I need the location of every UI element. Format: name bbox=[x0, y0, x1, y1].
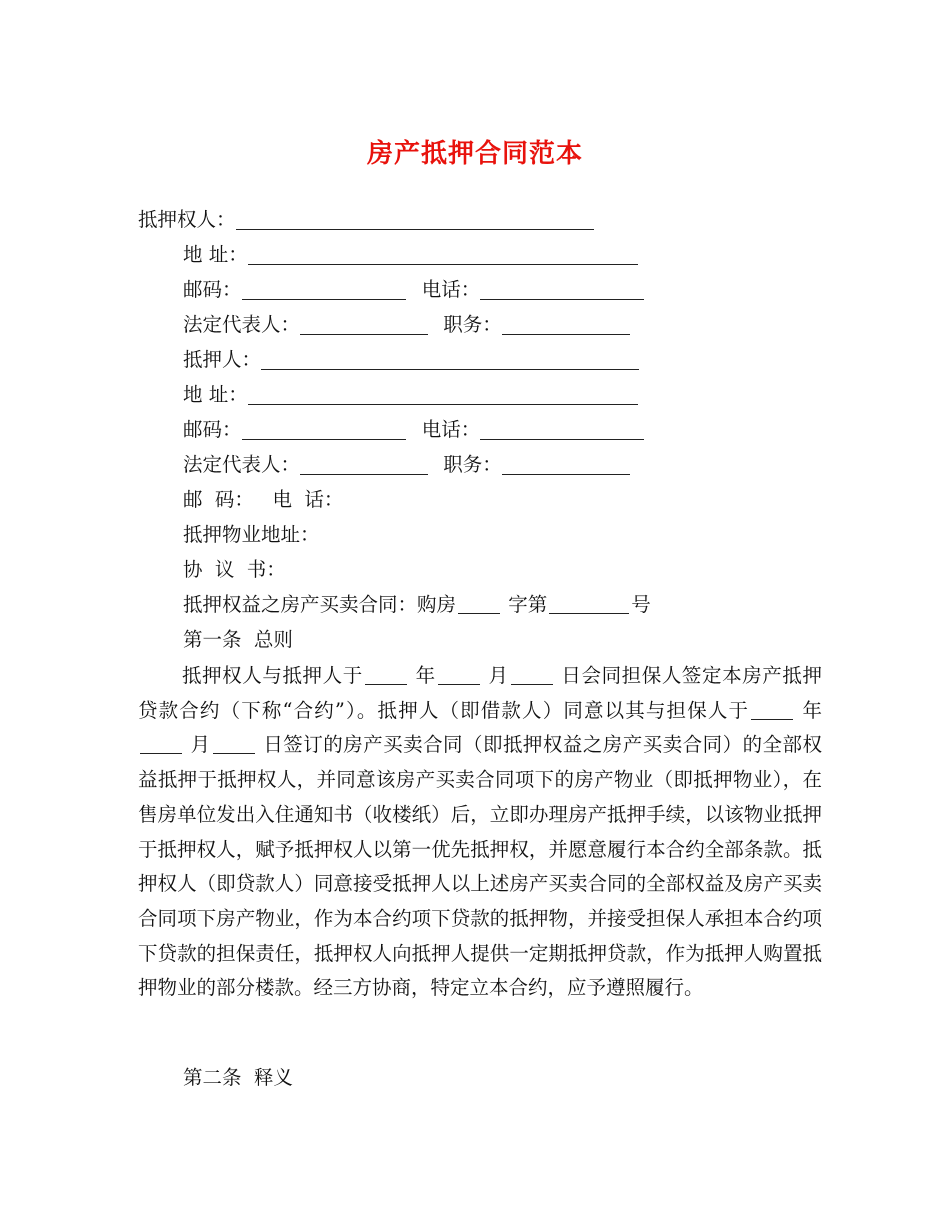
article1-text-3: 月 bbox=[488, 664, 509, 687]
postcode-phone2-row bbox=[183, 413, 644, 447]
day-blank-2[interactable] bbox=[213, 733, 255, 754]
postcode2-label: 邮码： bbox=[183, 418, 242, 441]
postcode1-blank[interactable] bbox=[242, 277, 406, 300]
contract-blank-2[interactable] bbox=[549, 593, 629, 614]
position2-label: 职务： bbox=[443, 453, 502, 476]
month-blank-2[interactable] bbox=[140, 733, 182, 754]
phone1-label: 电话： bbox=[421, 278, 481, 301]
mortgagee-label: 抵押权人： bbox=[138, 208, 236, 231]
article1-heading: 第一条 总则 bbox=[183, 628, 293, 651]
postcode-phone1-row bbox=[183, 273, 644, 307]
article2-heading: 第二条 释义 bbox=[183, 1066, 293, 1089]
year-blank-2[interactable] bbox=[751, 699, 793, 720]
legal-rep1-row bbox=[183, 308, 630, 342]
address1-blank[interactable] bbox=[248, 242, 638, 265]
property-address-line: 抵押物业地址： bbox=[183, 523, 320, 546]
contract-mid: 字第 bbox=[508, 593, 548, 616]
article1-paragraph bbox=[138, 659, 822, 1006]
position2-blank[interactable] bbox=[502, 452, 630, 475]
legal-rep2-row bbox=[183, 448, 630, 482]
mortgagor-row bbox=[183, 343, 639, 377]
legal-rep1-label: 法定代表人： bbox=[183, 313, 301, 336]
legal-rep1-blank[interactable] bbox=[300, 312, 428, 335]
postcode2-blank[interactable] bbox=[242, 417, 406, 440]
day-blank-1[interactable] bbox=[511, 664, 553, 685]
phone1-blank[interactable] bbox=[480, 277, 644, 300]
contract-prefix: 抵押权益之房产买卖合同：购房 bbox=[183, 593, 457, 616]
postcode1-label: 邮码： bbox=[183, 278, 242, 301]
legal-rep2-blank[interactable] bbox=[300, 452, 428, 475]
article1-text-6: 月 bbox=[190, 733, 211, 757]
address2-blank[interactable] bbox=[248, 382, 638, 405]
position1-blank[interactable] bbox=[502, 312, 630, 335]
document-title: 房产抵押合同范本 bbox=[366, 139, 583, 169]
address2-label: 地 址： bbox=[183, 383, 248, 406]
mortgagee-row bbox=[138, 203, 594, 237]
mortgagee-blank[interactable] bbox=[236, 207, 594, 230]
article1-text-4: 日会同担保人签定本房产抵押贷款合约（下称“合约”）。抵押人（即借款人）同意以其与担保人于 bbox=[138, 664, 822, 722]
agreement-line: 协 议 书： bbox=[183, 558, 286, 581]
sale-contract-line bbox=[183, 588, 651, 622]
month-blank-1[interactable] bbox=[438, 664, 480, 685]
address1-label: 地 址： bbox=[183, 243, 248, 266]
contract-blank-1[interactable] bbox=[458, 593, 500, 614]
article1-text-2: 年 bbox=[415, 664, 436, 687]
phone2-blank[interactable] bbox=[480, 417, 644, 440]
article1-text-7: 日签订的房产买卖合同（即抵押权益之房产买卖合同）的全部权益抵押于抵押权人，并同意该房产买卖合同项下的房产物业（即抵押物业），在售房单位发出入住通知书（收楼纸）后，立即办理房产抵押手续，以该物业抵押于抵押权人，赋予抵押权人以第一优先抵押权，并愿意履行本合约全部条款。抵押权人（即贷款人）同意接受抵押人以上述房产买卖合同的全部权益及房产买卖合同项下房产物业，作为本合约项下贷款的抵押物，并接受担保人承担本合约项下贷款的担保责任，抵押权人向抵押人提供一定期抵押贷款，作为抵押人购置抵押物业的部分楼款。经三方协商，特定立本合约，应予遵照履行。 bbox=[138, 733, 822, 1000]
article1-text-1: 抵押权人与抵押人于 bbox=[182, 664, 363, 687]
position1-label: 职务： bbox=[443, 313, 502, 336]
postcode-phone-line: 邮 码： 电 话： bbox=[183, 488, 344, 511]
legal-rep2-label: 法定代表人： bbox=[183, 453, 301, 476]
phone2-label: 电话： bbox=[421, 418, 481, 441]
address1-row bbox=[183, 238, 638, 272]
article1-text-5: 年 bbox=[802, 698, 822, 722]
year-blank-1[interactable] bbox=[365, 664, 407, 685]
mortgagor-label: 抵押人： bbox=[183, 348, 262, 371]
mortgagor-blank[interactable] bbox=[261, 347, 639, 370]
contract-suffix: 号 bbox=[631, 593, 651, 616]
address2-row bbox=[183, 378, 638, 412]
